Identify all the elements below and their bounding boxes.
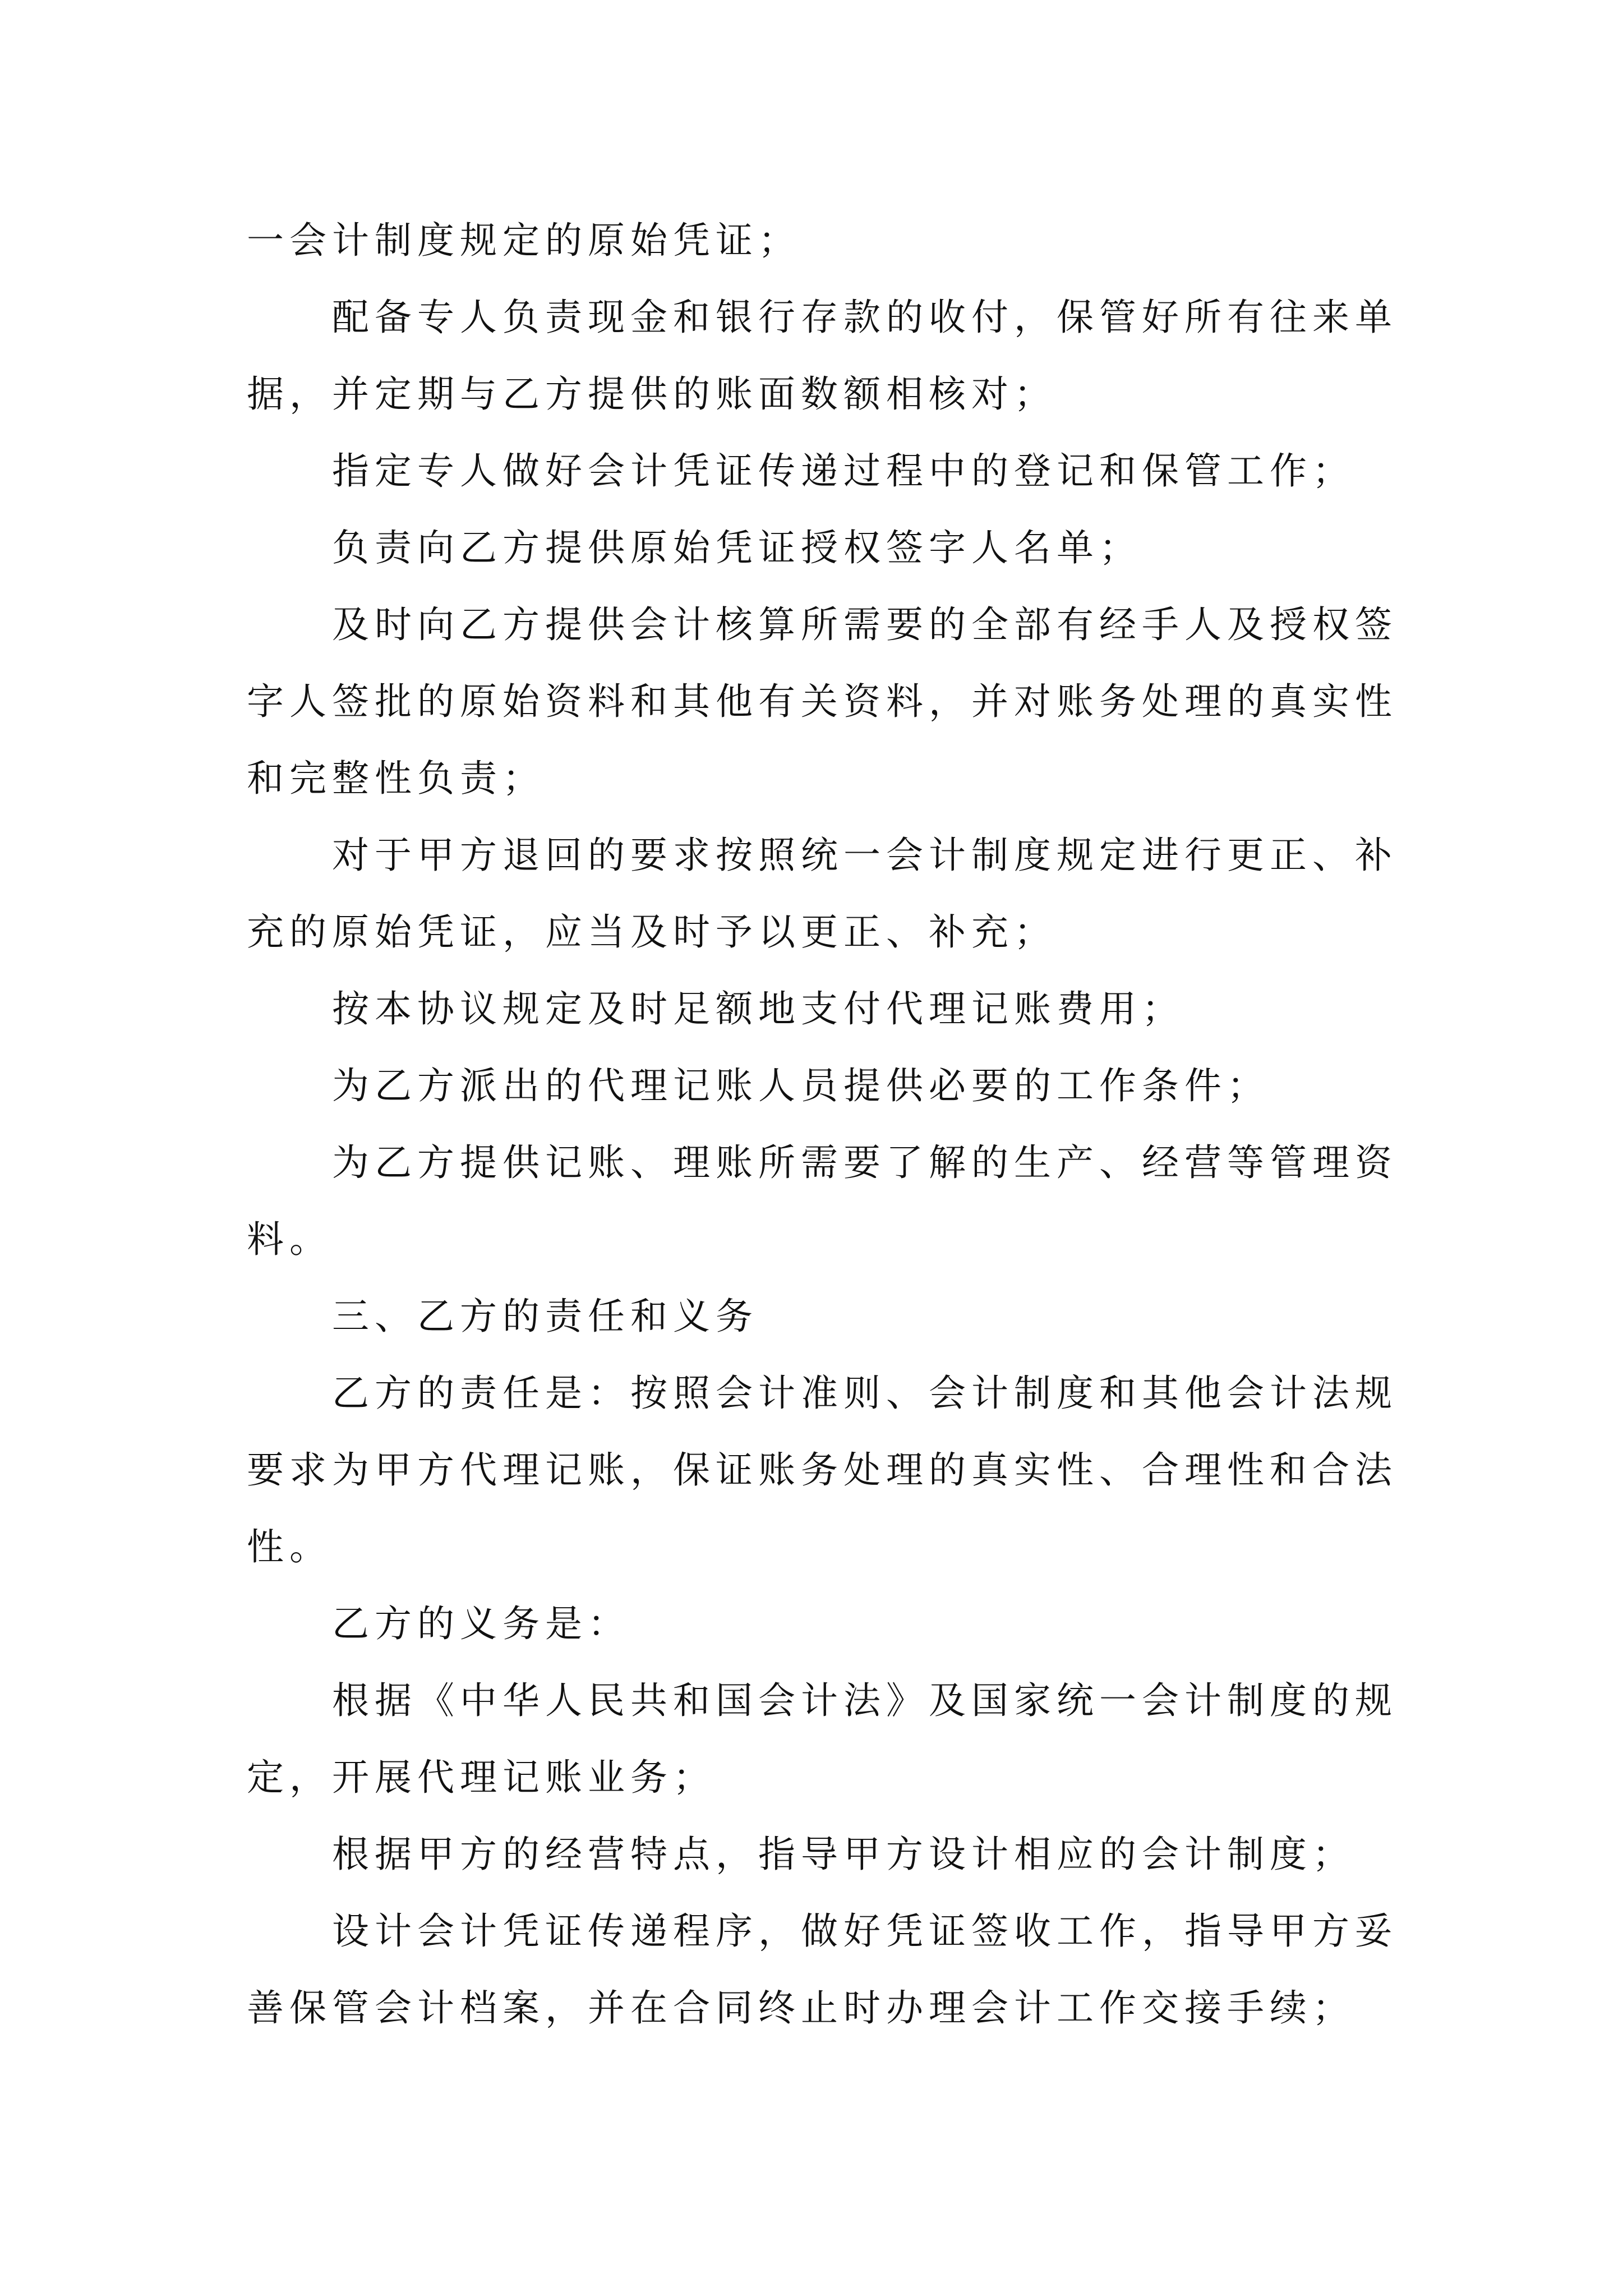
paragraph-3: 指定专人做好会计凭证传递过程中的登记和保管工作； — [332, 449, 1355, 493]
paragraph-14: 根据甲方的经营特点，指导甲方设计相应的会计制度； — [332, 1833, 1355, 1876]
paragraph-1: 一会计制度规定的原始凭证； — [247, 219, 801, 262]
section-heading: 三、乙方的责任和义务 — [332, 1295, 758, 1338]
paragraph-7: 按本协议规定及时足额地支付代理记账费用； — [332, 987, 1184, 1030]
paragraph-11: 乙方的责任是：按照会计准则、会计制度和其他会计法规要求为甲方代理记账，保证账务处理的真实性、合理性和合法性。 — [247, 1372, 1398, 1568]
paragraph-4: 负责向乙方提供原始凭证授权签字人名单； — [332, 526, 1142, 569]
document-body — [247, 202, 1413, 2046]
paragraph-6: 对于甲方退回的要求按照统一会计制度规定进行更正、补充的原始凭证，应当及时予以更正、补充； — [247, 834, 1398, 954]
paragraph-9: 为乙方提供记账、理账所需要了解的生产、经营等管理资料。 — [247, 1141, 1398, 1261]
paragraph-12: 乙方的义务是： — [332, 1602, 630, 1645]
paragraph-5: 及时向乙方提供会计核算所需要的全部有经手人及授权签字人签批的原始资料和其他有关资料，并对账务处理的真实性和完整性负责； — [247, 603, 1398, 800]
paragraph-8: 为乙方派出的代理记账人员提供必要的工作条件； — [332, 1064, 1270, 1107]
paragraph-15: 设计会计凭证传递程序，做好凭证签收工作，指导甲方妥善保管会计档案，并在合同终止时办理会计工作交接手续； — [247, 1910, 1398, 2030]
paragraph-13: 根据《中华人民共和国会计法》及国家统一会计制度的规定，开展代理记账业务； — [247, 1679, 1398, 1799]
paragraph-2: 配备专人负责现金和银行存款的收付，保管好所有往来单据，并定期与乙方提供的账面数额相核对； — [247, 296, 1398, 416]
